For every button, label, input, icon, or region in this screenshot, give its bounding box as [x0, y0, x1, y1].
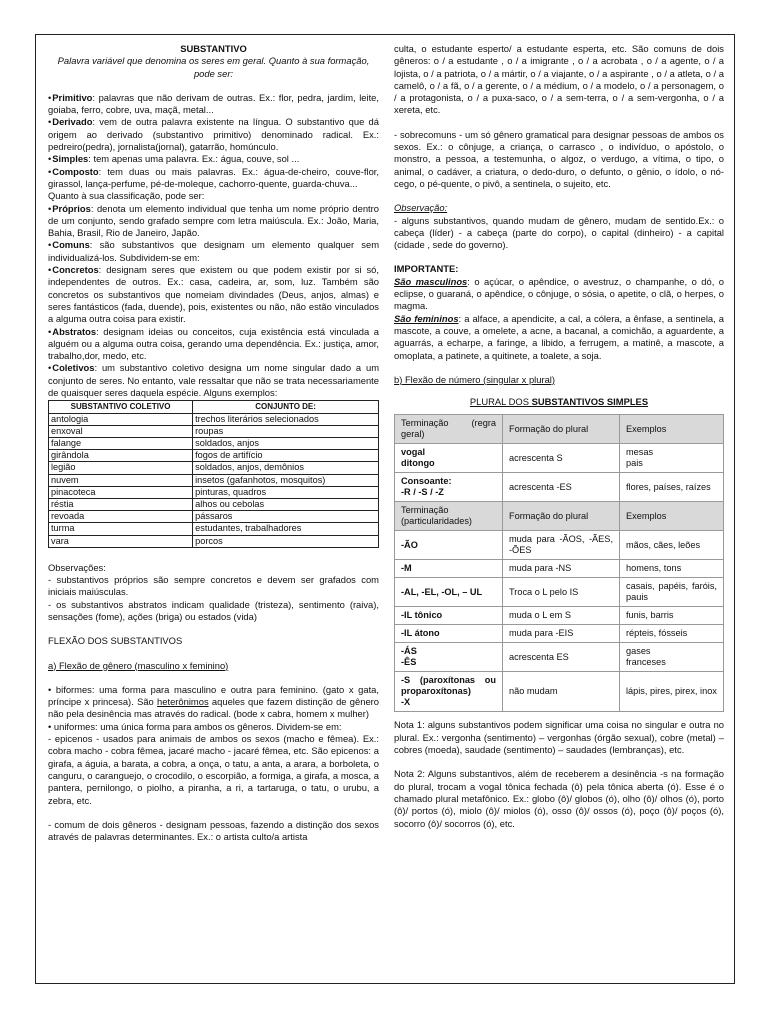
table-row: [49, 437, 379, 449]
table-row: [395, 672, 724, 712]
table-row: [49, 462, 379, 474]
table-cell: pinturas, quadros: [193, 486, 379, 498]
table-header-row: [395, 502, 724, 531]
plural-table: [394, 414, 724, 712]
table-cell: Formação do plural: [503, 502, 620, 531]
table-row: [395, 578, 724, 607]
table-row: [49, 523, 379, 535]
table-cell: muda para -NS: [503, 560, 620, 578]
table-cell: acrescenta ES: [503, 643, 620, 672]
table-cell: -ÃO: [395, 531, 503, 560]
obs-title: Observações:: [48, 561, 106, 573]
item-proprios: • Próprios: denota um elemento individual que tenha um nome próprio dentro de um conjunto, sendo grafado sempre com letra maiúscula. Ex.: João, Maria, Bahia, Brasil, Rio de Janeiro, Japão.: [48, 203, 379, 240]
table-cell: funis, barris: [620, 607, 724, 625]
item-derivado: • Derivado: vem de outra palavra existente na língua. O substantivo que dá origem ao derivado (substantivo primitivo) denominado radical. Ex.: pedreiro(pedra), jornalista(jornal), gatarrão, homúnculo.: [48, 116, 379, 153]
table-cell: estudantes, trabalhadores: [193, 523, 379, 535]
table-row: [395, 643, 724, 672]
table-cell: nuvem: [49, 474, 193, 486]
table-cell: trechos literários selecionados: [193, 413, 379, 425]
nota-1: Nota 1: alguns substantivos podem significar uma coisa no singular e outra no plural. Ex.: vergonha (sentimento) – vergonhas (órgão sexual), cobre (metal) – cobres (moeda), saudade (sentimento) – saudades (lembranças), etc.: [394, 719, 724, 756]
biformes-text: • biformes: uma forma para masculino e outra para feminino. (gato x gata, príncipe x princesa). São heterônimos aqueles que fazem distinção de gênero não pela desinência mas através do radical. (bode x cabra, homem x mulher): [48, 683, 379, 720]
table-cell: muda para -ÃOS, -ÃES, -ÕES: [503, 531, 620, 560]
table-row: [49, 413, 379, 425]
item-coletivos: • Coletivos: um substantivo coletivo designa um nome singular dado a um conjunto de seres. No entanto, vale ressaltar que não se trata necessariamente de quaisquer seres daquela espécie. Alguns exemplos:: [48, 362, 379, 399]
table-header-row: [395, 415, 724, 444]
sobrecomuns-text: - sobrecomuns - um só gênero gramatical para designar pessoas de ambos os sexos. Ex.: o cônjuge, a criança, o carrasco , o indivíduo, o apóstolo, o monstro, a pessoa, a testemunha, o algoz, o verdugo, a vítima, o tipo, o animal, o cadáver, a criatura, o dedo-duro, o defunto, o gênio, o ídolo, o nó-cego, o pé-quente, o pivô, a sentinela, o sujeito, etc.: [394, 128, 724, 189]
plural-table-title: PLURAL DOS SUBSTANTIVOS SIMPLES: [469, 396, 649, 408]
table-cell: casais, papéis, faróis, pauis: [620, 578, 724, 607]
table-row: [49, 511, 379, 523]
table-cell: porcos: [193, 535, 379, 547]
comum-text: - comum de dois gêneros - designam pessoas, fazendo a distinção dos sexos através de palavras determinantes. Ex.: o artista culto/a artista: [48, 818, 379, 843]
table-cell: Exemplos: [620, 415, 724, 444]
table-cell: Troca o L pelo IS: [503, 578, 620, 607]
table-cell: acrescenta -ES: [503, 473, 620, 502]
document-page: [35, 34, 735, 984]
table-cell: réstia: [49, 498, 193, 510]
table-cell: homens, tons: [620, 560, 724, 578]
uniformes-text: • uniformes: uma única forma para ambos os gêneros. Dividem-se em:: [48, 720, 342, 732]
item-simples: • Simples: tem apenas uma palavra. Ex.: água, couve, sol ...: [48, 153, 379, 165]
table-cell: mãos, cães, leões: [620, 531, 724, 560]
table-cell: legião: [49, 462, 193, 474]
table-cell: não mudam: [503, 672, 620, 712]
table-cell: -M: [395, 560, 503, 578]
table-cell: gases franceses: [620, 643, 724, 672]
table-row: [49, 486, 379, 498]
item-primitivo: • Primitivo: palavras que não derivam de outras. Ex.: flor, pedra, jardim, leite, goiaba, ferro, cobre, uva, maçã, metal...: [48, 92, 379, 117]
doc-subtitle: Palavra variável que denomina os seres em geral. Quanto à sua formação, pode ser:: [57, 55, 370, 79]
table-cell: répteis, fósseis: [620, 625, 724, 643]
table-cell: enxoval: [49, 425, 193, 437]
table-row: [395, 473, 724, 502]
importante-heading: IMPORTANTE:: [394, 263, 459, 275]
obs-text-right: - alguns substantivos, quando mudam de gênero, mudam de sentido.Ex.: o cabeça (líder) - a cabeça (parte do corpo), o capital (dinheiro) - a capital (cidade , sede do governo).: [394, 214, 724, 251]
table-row: [49, 450, 379, 462]
table-cell: lápis, pires, pirex, inox: [620, 672, 724, 712]
masculinos-text: São masculinos: o açúcar, o apêndice, o avestruz, o champanhe, o dó, o eclipse, o guaraná, o apêndice, o cônjuge, o sósia, o apetite, o clã, o herpes, o magma.: [394, 275, 724, 312]
left-column: [48, 43, 379, 843]
table-cell: -ÁS -ÊS: [395, 643, 503, 672]
table-cell: roupas: [193, 425, 379, 437]
table-cell: vara: [49, 535, 193, 547]
table-cell: soldados, anjos, demônios: [193, 462, 379, 474]
obs-2: - os substantivos abstratos indicam qualidade (tristeza), sentimento (raiva), sensações (fome), ações (briga) ou estados (vida): [48, 598, 379, 622]
table-cell: -S (paroxítonas ou proparoxítonas) -X: [395, 672, 503, 712]
table-cell: fogos de artifício: [193, 450, 379, 462]
table-cell: alhos ou cebolas: [193, 498, 379, 510]
table-row: [395, 625, 724, 643]
table-cell: Exemplos: [620, 502, 724, 531]
table-row: [49, 535, 379, 547]
table-row: [395, 444, 724, 473]
table-cell: Terminação (particularidades): [395, 502, 503, 531]
table-cell: acrescenta S: [503, 444, 620, 473]
table-row: [395, 607, 724, 625]
nota-2: Nota 2: Alguns substantivos, além de receberem a desinência -s na formação do plural, trocam a vogal tônica fechada (ô) pela tônica aberta (ó). Esse é o chamado plural metafônico. Ex.: globo (ô)/ globos (ó), olho (ô)/ olhos (ó), porto (ô)/ portos (ó), miolo (ô)/ miolos (ó), osso (ô)/ ossos (ó), poço (ô)/ poços (ó), socorro (ô)/ socorros (ó), etc.: [394, 768, 724, 829]
table-row: [49, 498, 379, 510]
table-cell: muda o L em S: [503, 607, 620, 625]
table-cell: Formação do plural: [503, 415, 620, 444]
table-row: [395, 531, 724, 560]
table-cell: Consoante: -R / -S / -Z: [395, 473, 503, 502]
table-cell: turma: [49, 523, 193, 535]
table-cell: insetos (gafanhotos, mosquitos): [193, 474, 379, 486]
table-cell: -IL átono: [395, 625, 503, 643]
item-comuns: • Comuns: são substantivos que designam um elemento qualquer sem individualizá-los. Subdividem-se em:: [48, 239, 379, 264]
item-concretos: • Concretos: designam seres que existem ou que podem existir por si só, independentes de outros. Ex.: casa, cadeira, ar, som, luz. Também são concretos os substantivos que nomeiam divindades (Deus, anjos, almas) e seres fantásticos (fada, duende), pois, existentes ou não, não estão vinculados a alguma outra coisa para existir.: [48, 264, 379, 325]
table-cell: -AL, -EL, -OL, – UL: [395, 578, 503, 607]
epicenos-text: - epicenos - usados para animais de ambos os sexos (macho e fêmea). Ex.: cobra macho - cobra fêmea, jacaré macho - jacaré fêmea, etc. São epicenos: a girafa, a águia, a barata, a cobra, a onça, o tatu, a anta, a arara, a borboleta, o canguru, o caranguejo, o crocodilo, o escorpião, a formiga, a girafa, a mosca, a pantera, pernilongo, o piolho, a piranha, a ri, a tartaruga, o tatu, o urubu, a zebra, etc.: [48, 733, 379, 806]
table-row: [395, 560, 724, 578]
table-header: SUBSTANTIVO COLETIVO: [49, 401, 193, 413]
flexao-numero-heading: b) Flexão de número (singular x plural): [394, 373, 556, 385]
table-cell: falange: [49, 437, 193, 449]
table-cell: revoada: [49, 511, 193, 523]
flexao-title: FLEXÃO DOS SUBSTANTIVOS: [48, 635, 183, 647]
table-cell: mesas pais: [620, 444, 724, 473]
obs-1: - substantivos próprios são sempre concretos e devem ser grafados com iniciais maiúsculas.: [48, 574, 379, 598]
collective-table: [48, 400, 379, 547]
classif-intro: Quanto à sua classificação, pode ser:: [48, 190, 205, 202]
table-cell: pássaros: [193, 511, 379, 523]
obs-title-right: Observação:: [394, 202, 448, 214]
femininos-text: São femininos: a alface, a apendicite, a cal, a cólera, a ênfase, a sentinela, a mascote, a couve, a omelete, a acne, a bacanal, a comichão, a aguardente, a aguarrás, a echarpe, a faringe, a libido, a ferrugem, a matinê, a mascote, a omoplata, a patinete, a quitinete, a toalete, a soja.: [394, 312, 724, 361]
flexao-genero-heading: a) Flexão de gênero (masculino x feminino): [48, 659, 229, 671]
table-row: [49, 425, 379, 437]
doc-title: SUBSTANTIVO: [180, 43, 247, 54]
table-cell: -IL tônico: [395, 607, 503, 625]
formation-list: [48, 92, 379, 190]
table-cell: Terminação (regra geral): [395, 415, 503, 444]
table-cell: soldados, anjos: [193, 437, 379, 449]
table-cell: muda para -EIS: [503, 625, 620, 643]
table-cell: pinacoteca: [49, 486, 193, 498]
table-cell: vogal ditongo: [395, 444, 503, 473]
table-cell: girândola: [49, 450, 193, 462]
item-abstratos: • Abstratos: designam ideias ou conceitos, cuja existência está vinculada a alguém ou a alguma outra coisa, gerando uma dependência. Ex.: justiça, amor, trabalho,dor, medo, etc.: [48, 326, 379, 363]
table-cell: flores, países, raízes: [620, 473, 724, 502]
table-row: [49, 474, 379, 486]
right-column: [394, 43, 724, 830]
comum-continuation: culta, o estudante esperto/ a estudante esperta, etc. São comuns de dois gêneros: o / a estudante , o / a imigrante , o / a acrobata , o / a agente, o / a lojista, o / a patriota, o / a mártir, o / a viajante, o / a aspirante , o / a atleta, o / a camelô, o / a fã, o / a gerente, o / a médium, o / a modelo, o / a personagem, o / a protagonista, o / a puxa-saco, o / a sem-terra, o / a sem-vergonha, o / a xereta, etc.: [394, 43, 724, 116]
item-composto: • Composto: tem duas ou mais palavras. Ex.: água-de-cheiro, couve-flor, girassol, lança-perfume, pé-de-moleque, cachorro-quente, guarda-chuva...: [48, 166, 379, 191]
table-header: CONJUNTO DE:: [193, 401, 379, 413]
table-cell: antologia: [49, 413, 193, 425]
classification-list: [48, 203, 379, 400]
